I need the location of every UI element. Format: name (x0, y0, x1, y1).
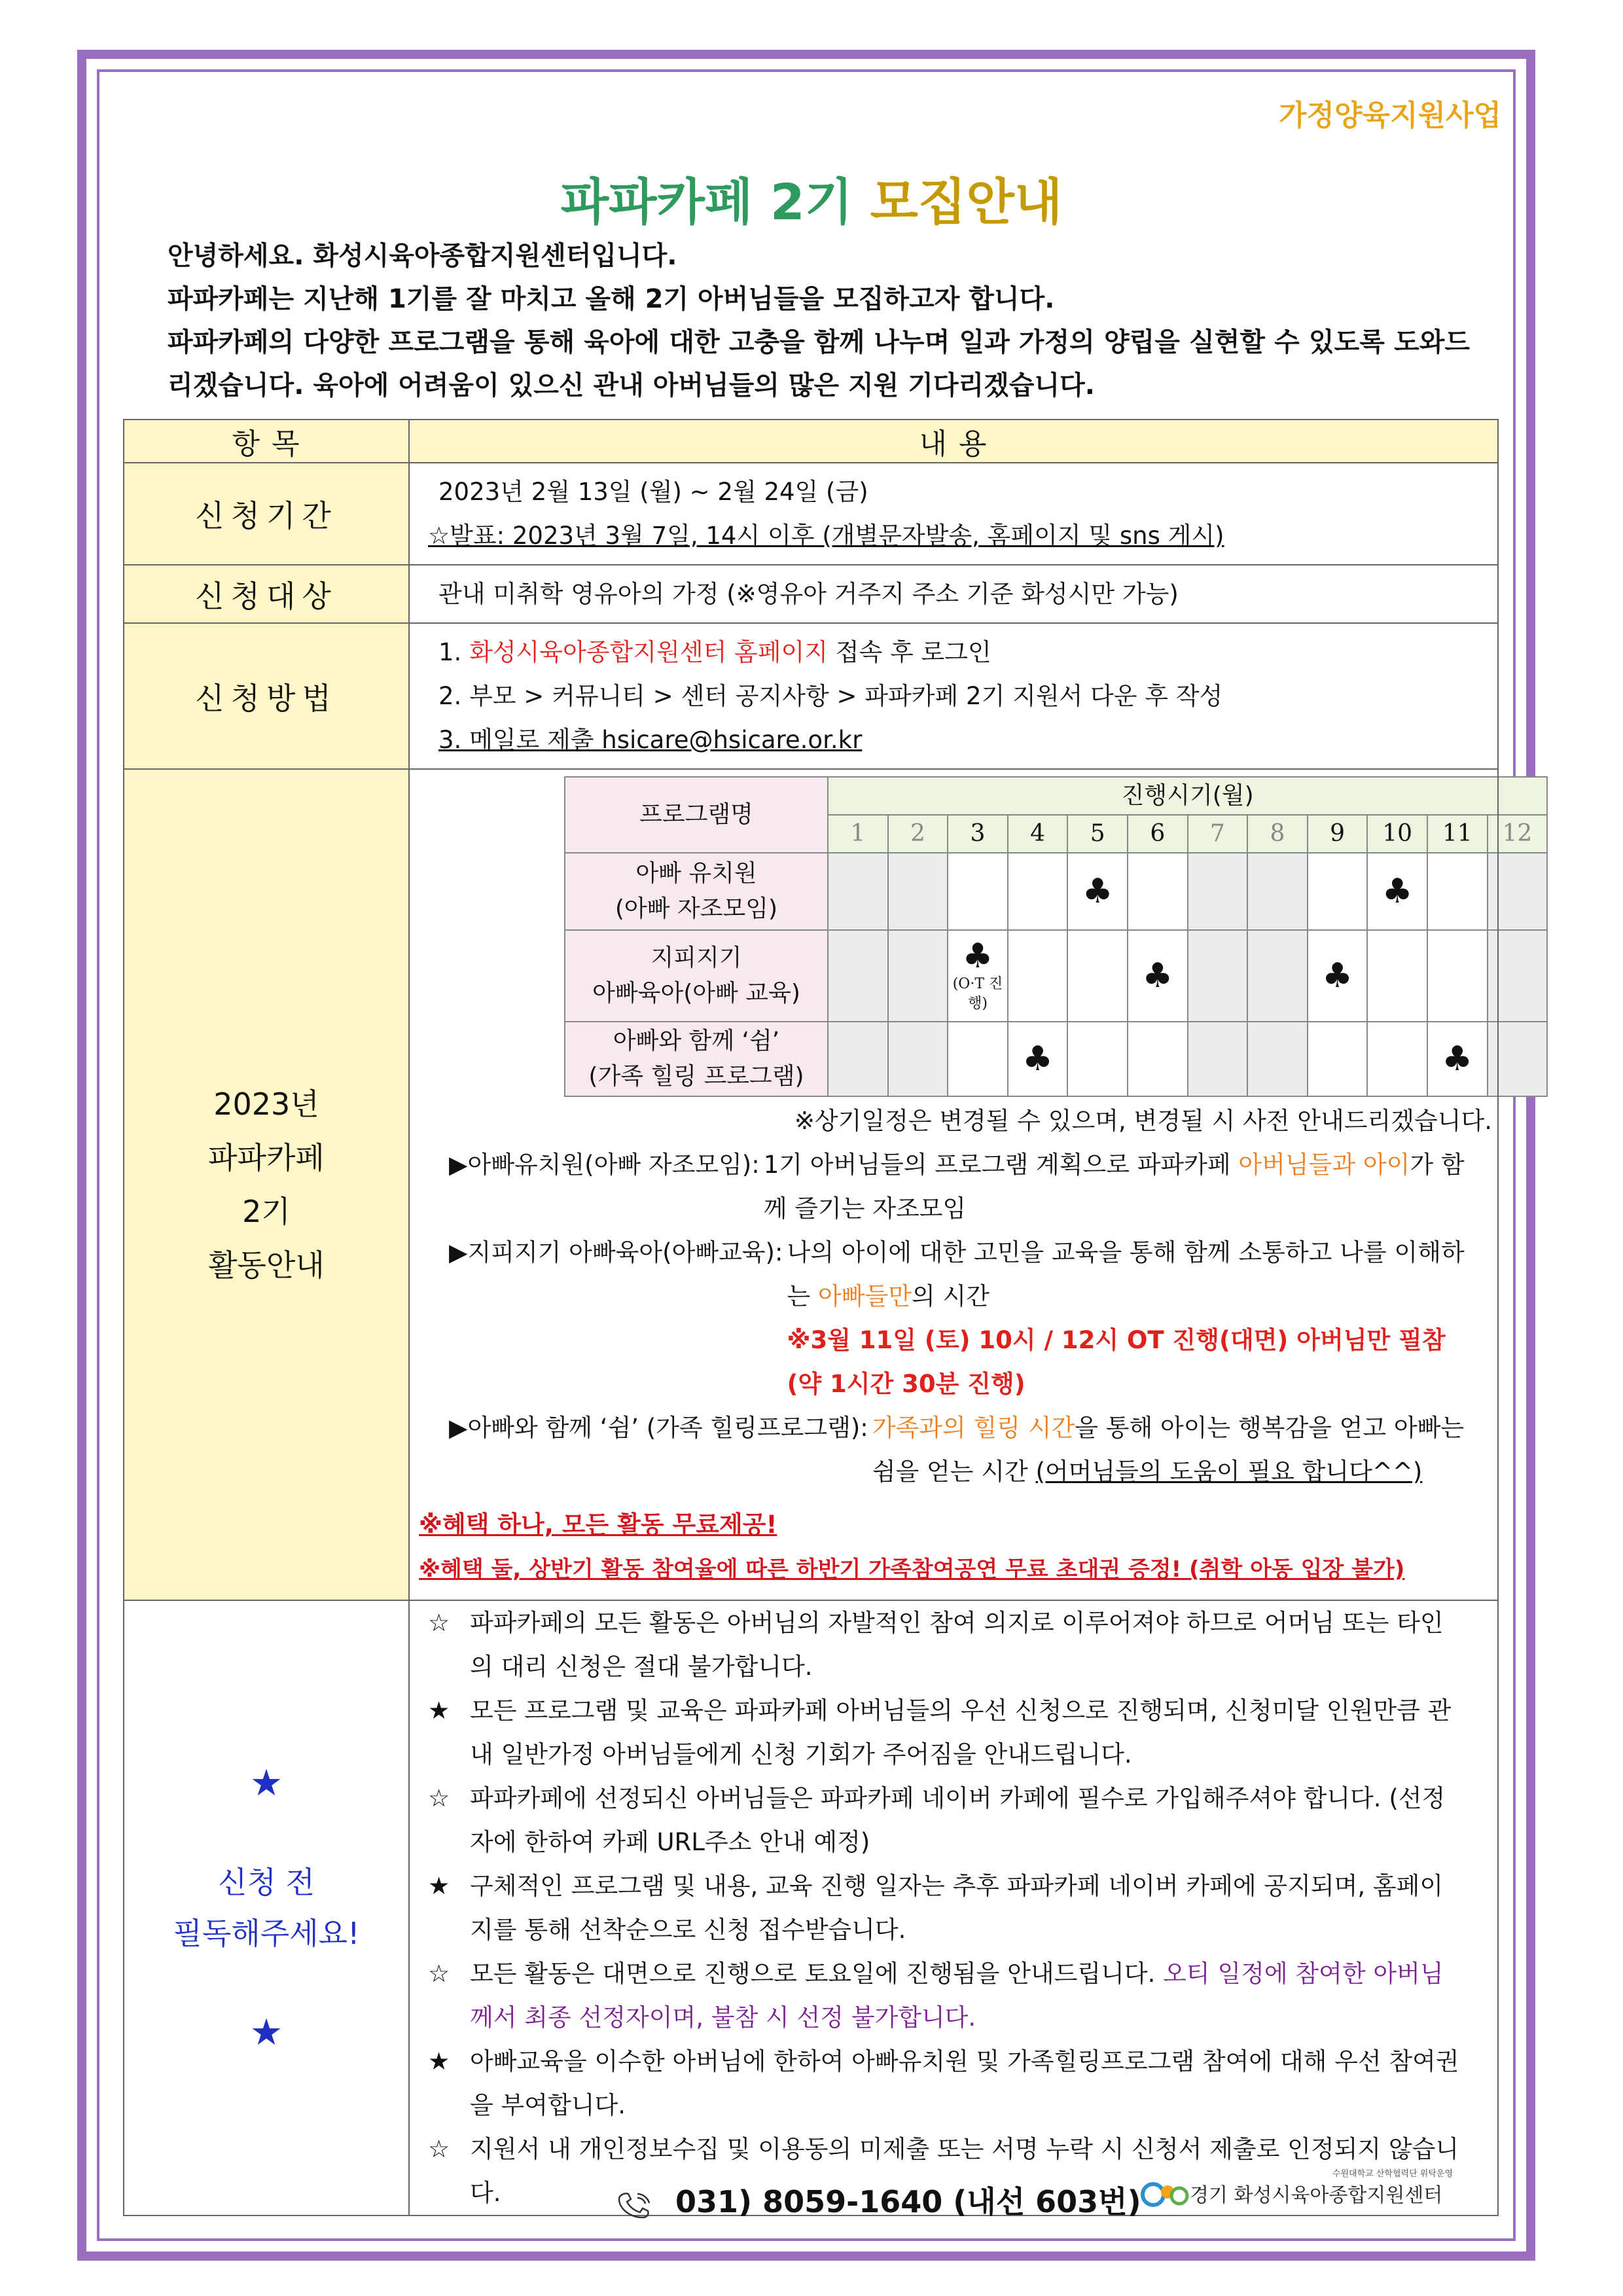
schedule-cell (1308, 1022, 1368, 1096)
schedule-cell (1067, 1022, 1128, 1096)
logo-icon (1139, 2179, 1190, 2208)
club-mark-icon: ♣ (1067, 853, 1128, 930)
program-tag: 가정양육지원사업 (1278, 99, 1501, 132)
club-mark-icon: ♣ (1308, 930, 1368, 1022)
activity-label: 2023년 파파카페 2기 활동안내 (124, 769, 409, 1600)
schedule-cell (1128, 1022, 1188, 1096)
schedule-cell (1427, 853, 1488, 930)
month-header-3: 3 (948, 815, 1008, 853)
method-label: 신청방법 (124, 623, 409, 769)
schedule-cell (1188, 1022, 1248, 1096)
notice-item: ★ 아빠교육을 이수한 아버님에 한하여 아빠유치원 및 가족힐링프로그램 참여에 대해 우선 참여권을 부여합니다. (428, 2039, 1465, 2127)
schedule-cell (828, 853, 888, 930)
period-content (409, 463, 1498, 565)
month-header-9: 9 (1308, 815, 1368, 853)
method-step2: 2. 부모 > 커뮤니티 > 센터 공지사항 > 파파카페 2기 지원서 다운 후 작성 (438, 682, 1223, 710)
month-header-10: 10 (1367, 815, 1427, 853)
activity-content (409, 769, 1533, 1600)
intro-line1: 안녕하세요. 화성시육아종합지원센터입니다. (168, 241, 677, 271)
club-mark-icon: ♣ (1128, 930, 1188, 1022)
org-small: 수원대학교 산학협력단 위탁운영 (1332, 2169, 1453, 2179)
schedule-row (565, 930, 1547, 1022)
phone-number: 031) 8059-1640 (내선 603번) (615, 2178, 1141, 2221)
star-icon: ★ (249, 1762, 283, 1804)
filled-star-icon: ★ (428, 2047, 450, 2075)
method-step1: 1. 화성시육아종합지원센터 홈페이지 접속 후 로그인 (438, 638, 991, 666)
schedule-cell (1427, 930, 1488, 1022)
organization-logo (1139, 2166, 1453, 2208)
schedule-cell (888, 930, 948, 1022)
homepage-link[interactable]: 화성시육아종합지원센터 홈페이지 (469, 638, 828, 666)
month-header-8: 8 (1247, 815, 1308, 853)
schedule-row (565, 853, 1547, 930)
month-header-7: 7 (1188, 815, 1248, 853)
schedule-note: ※상기일정은 변경될 수 있으며, 변경될 시 사전 안내드리겠습니다. (794, 1107, 1492, 1135)
outline-star-icon: ☆ (428, 1609, 450, 1637)
benefit-2: ※혜택 둘, 상반기 활동 참여율에 따른 하반기 가족참여공연 무료 초대권 증정! (취학 아동 입장 불가) (419, 1556, 1405, 1583)
header-item: 항 목 (124, 420, 409, 463)
club-mark-icon: ♣ (1427, 1022, 1488, 1096)
notice-item: ☆ 파파카페에 선정되신 아버님들은 파파카페 네이버 카페에 필수로 가입해주셔야 합니다. (선정자에 한하여 카페 URL주소 안내 예정) (428, 1776, 1465, 1864)
intro-line2: 파파카페는 지난해 1기를 잘 마치고 올해 2기 아버님들을 모집하고자 합니다. (168, 284, 1055, 314)
schedule-cell (1488, 930, 1548, 1022)
month-header-4: 4 (1008, 815, 1068, 853)
schedule-row (565, 1022, 1547, 1096)
activity-3: ▶아빠와 함께 ‘쉼’ (가족 힐링프로그램): 가족과의 힐링 시간을 통해 아이는 행복감을 얻고 아빠는 쉼을 얻는 시간 (어머님들의 도움이 필요 합니다^^) (449, 1414, 1465, 1486)
notice-label: ★ 신청 전 필독해주세요! ★ (124, 1600, 409, 2215)
activity-2: ▶지피지기 아빠육아(아빠교육): 나의 아이에 대한 고민을 교육을 통해 함께 소통하고 나를 이해하는 아빠들만의 시간 ※3월 11일 (토) 10시 / 12시 OT 진행(대면) 아버님만 필참 (약 1시간 30분 진행) (449, 1238, 1465, 1398)
club-mark-icon: ♣ (O·T 진행) (948, 930, 1008, 1022)
title-part1: 파파카페 2기 (560, 173, 853, 231)
schedule-table (564, 776, 1548, 1097)
schedule-cell (888, 1022, 948, 1096)
ot-note: (O·T 진행) (952, 976, 1003, 1012)
info-table (123, 419, 1533, 2216)
star-icon: ★ (249, 2011, 283, 2054)
month-header-11: 11 (1427, 815, 1488, 853)
schedule-cell (948, 1022, 1008, 1096)
schedule-cell (948, 853, 1008, 930)
page-title (0, 162, 1623, 234)
program-header: 프로그램명 (565, 777, 828, 853)
notice-item: ☆ 지원서 내 개인정보수집 및 이용동의 미제출 또는 서명 누락 시 신청서 제출로 인정되지 않습니다. (428, 2127, 1465, 2215)
schedule-cell (828, 1022, 888, 1096)
outline-star-icon: ☆ (428, 2135, 450, 2163)
notice-item: ☆ 모든 활동은 대면으로 진행으로 토요일에 진행됨을 안내드립니다. 오티 일정에 참여한 아버님께서 최종 선정자이며, 불참 시 선정 불가합니다. (428, 1952, 1465, 2039)
target-text: 관내 미취학 영유아의 가정 (※영유아 거주지 주소 기준 화성시만 가능) (409, 565, 1498, 623)
phone-icon (615, 2190, 653, 2219)
target-label: 신청대상 (124, 565, 409, 623)
schedule-cell (1008, 853, 1068, 930)
notice-list (409, 1600, 1498, 2215)
intro-line3: 파파카페의 다양한 프로그램을 통해 육아에 대한 고충을 함께 나누며 일과 가정의 양립을 실현할 수 있도록 도와드리겠습니다. 육아에 어려움이 있으신 관내 아버님들의 많은 지원 기다리겠습니다. (168, 327, 1470, 401)
header-content: 내 용 (409, 420, 1498, 463)
schedule-cell (828, 930, 888, 1022)
outline-star-icon: ☆ (428, 1784, 450, 1812)
email-link[interactable]: hsicare@hsicare.or.kr (601, 726, 863, 754)
schedule-cell (1008, 930, 1068, 1022)
schedule-cell (1067, 930, 1128, 1022)
schedule-cell (888, 853, 948, 930)
month-header-1: 1 (828, 815, 888, 853)
schedule-cell (1188, 930, 1248, 1022)
notice-item: ☆ 파파카페의 모든 활동은 아버님의 자발적인 참여 의지로 이루어져야 하므로 어머님 또는 타인의 대리 신청은 절대 불가합니다. (428, 1601, 1465, 1689)
month-header-6: 6 (1128, 815, 1188, 853)
schedule-cell (1367, 1022, 1427, 1096)
intro-text (168, 234, 1470, 407)
schedule-cell (1488, 853, 1548, 930)
period-line1: 2023년 2월 13일 (월) ~ 2월 24일 (금) (438, 478, 868, 506)
program-name: 아빠 유치원 (아빠 자조모임) (565, 853, 828, 930)
schedule-cell (1488, 1022, 1548, 1096)
benefit-1: ※혜택 하나, 모든 활동 무료제공! (419, 1511, 777, 1539)
period-label: 신청기간 (124, 463, 409, 565)
schedule-cell (1247, 1022, 1308, 1096)
activity-descriptions (449, 1143, 1465, 1494)
activity-1: ▶아빠유치원(아빠 자조모임): 1기 아버님들의 프로그램 계획으로 파파카페 아버님들과 아이가 함께 즐기는 자조모임 (449, 1151, 1465, 1223)
schedule-cell (1308, 853, 1368, 930)
club-mark-icon: ♣ (1367, 853, 1427, 930)
outline-star-icon: ☆ (428, 1960, 450, 1988)
method-step3: 3. 메일로 제출 hsicare@hsicare.or.kr (438, 726, 863, 754)
program-name: 아빠와 함께 ‘쉼’ (가족 힐링 프로그램) (565, 1022, 828, 1096)
period-line2: ☆발표: 2023년 3월 7일, 14시 이후 (개별문자발송, 홈페이지 및 sns 게시) (428, 522, 1224, 550)
method-content (409, 623, 1498, 769)
club-mark-icon: ♣ (1008, 1022, 1068, 1096)
month-header-5: 5 (1067, 815, 1128, 853)
month-header-2: 2 (888, 815, 948, 853)
notice-item: ★ 구체적인 프로그램 및 내용, 교육 진행 일자는 추후 파파카페 네이버 카페에 공지되며, 홈페이지를 통해 선착순으로 신청 접수받습니다. (428, 1864, 1465, 1952)
filled-star-icon: ★ (428, 1872, 450, 1900)
notice-item: ★ 모든 프로그램 및 교육은 파파카페 아버님들의 우선 신청으로 진행되며, 신청미달 인원만큼 관내 일반가정 아버님들에게 신청 기회가 주어짐을 안내드립니다. (428, 1689, 1465, 1776)
schedule-cell (1247, 930, 1308, 1022)
filled-star-icon: ★ (428, 1696, 450, 1725)
schedule-cell (1367, 930, 1427, 1022)
month-header-12: 12 (1488, 815, 1548, 853)
program-name: 지피지기 아빠육아(아빠 교육) (565, 930, 828, 1022)
schedule-cell (1188, 853, 1248, 930)
schedule-cell (1128, 853, 1188, 930)
schedule-cell (1247, 853, 1308, 930)
title-part2: 모집안내 (870, 173, 1063, 231)
org-name: 경기 화성시육아종합지원센터 (1190, 2184, 1443, 2207)
period-header: 진행시기(월) (828, 777, 1547, 815)
